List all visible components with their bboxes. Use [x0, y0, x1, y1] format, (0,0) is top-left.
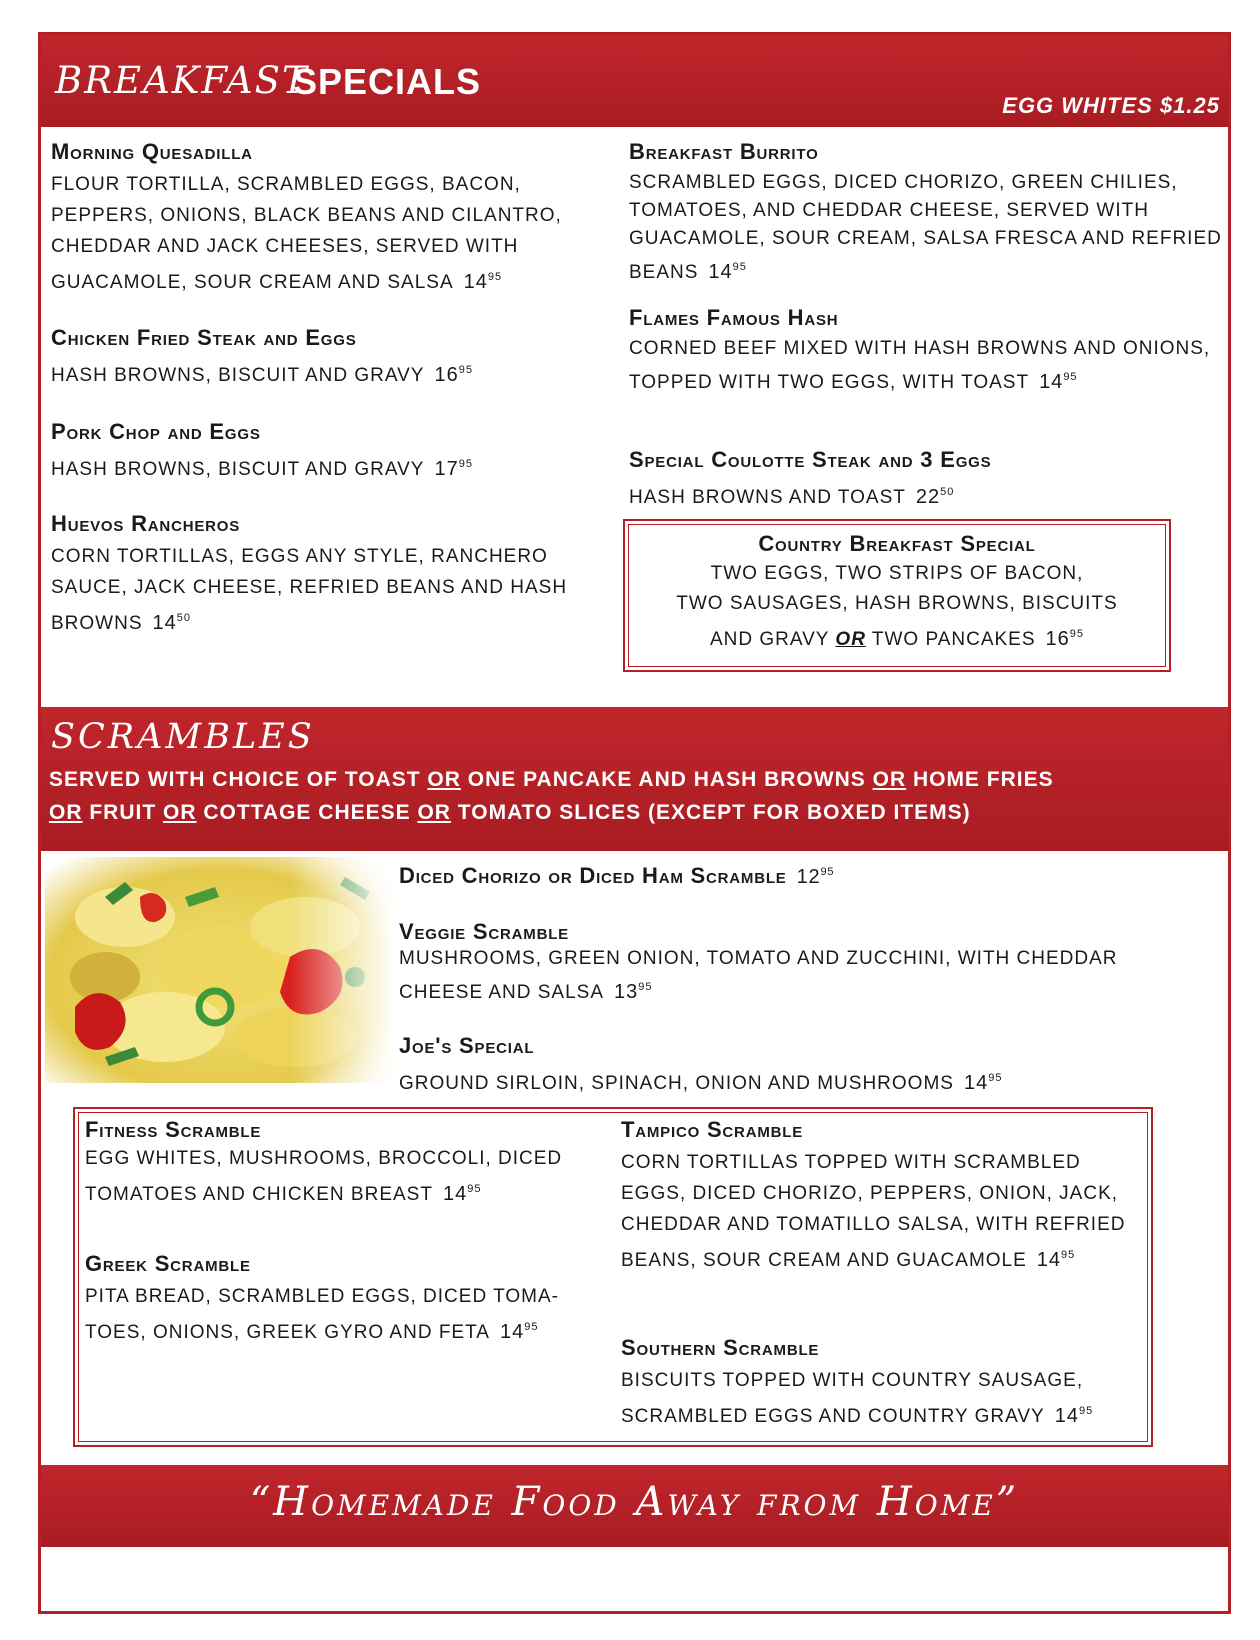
item-description: FLOUR TORTILLA, SCRAMBLED EGGS, BACON, PEPPERS, ONIONS, BLACK BEANS AND CILANTRO, CHEDDAR AND JACK CHEESES, SERVED WITH GUACAMOLE, SOUR CREAM AND SALSA $14^{95}$	[51, 174, 562, 293]
item-description: CORN TORTILLAS TOPPED WITH SCRAMBLED EGGS, DICED CHORIZO, PEPPERS, ONION, JACK, CHEDDAR AND TOMATILLO SALSA, WITH REFRIED BEANS, SOUR CREAM AND GUACAMOLE $14^{95}$	[621, 1152, 1126, 1271]
boxed-scrambles	[73, 1107, 1153, 1447]
item-price: $14^{95}$	[499, 1321, 539, 1343]
item-name: Diced Chorizo or Diced Ham Scramble $12^{95}$	[399, 863, 835, 888]
menu-item	[85, 1251, 605, 1348]
menu-item	[621, 1117, 1151, 1276]
item-price: $14^{95}$	[963, 1072, 1003, 1094]
item-price: $14^{95}$	[708, 261, 747, 283]
menu-item	[629, 447, 1223, 513]
item-name: Country Breakfast Special	[758, 531, 1036, 556]
item-description: TWO EGGS, TWO STRIPS OF BACON, TWO SAUSAGES, HASH BROWNS, BISCUITS AND GRAVY OR TWO PANCAKES $16^{95}$	[676, 563, 1118, 650]
item-description: HASH BROWNS AND TOAST $22^{50}$	[629, 486, 955, 508]
item-name: Breakfast Burrito	[629, 139, 819, 164]
item-name: Flames Famous Hash	[629, 305, 839, 330]
item-price: $14^{95}$	[1039, 371, 1078, 393]
item-name: Tampico Scramble	[621, 1117, 804, 1142]
item-name: Huevos Rancheros	[51, 511, 241, 536]
menu-item	[629, 139, 1223, 287]
item-price: $12^{95}$	[796, 866, 835, 888]
menu-item	[51, 511, 605, 639]
item-price: $22^{50}$	[915, 486, 955, 508]
menu-item	[399, 863, 1199, 893]
boxed-right-column	[621, 1109, 1151, 1445]
menu-item	[51, 139, 605, 298]
item-name: Fitness Scramble	[85, 1117, 262, 1142]
country-breakfast-special-box	[623, 519, 1171, 672]
item-name: Special Coulotte Steak and 3 Eggs	[629, 447, 992, 472]
item-description: PITA BREAD, SCRAMBLED EGGS, DICED TOMA- TOES, ONIONS, GREEK GYRO AND FETA $14^{95}$	[85, 1286, 559, 1343]
item-price: $17^{95}$	[434, 458, 473, 480]
menu-item	[85, 1117, 605, 1210]
item-description: GROUND SIRLOIN, SPINACH, ONION AND MUSHROOMS $14^{95}$	[399, 1072, 1003, 1094]
or-emphasis: OR	[835, 629, 866, 650]
header-title-bold: SPECIALS	[293, 61, 482, 102]
item-description: CORN TORTILLAS, EGGS ANY STYLE, RANCHERO SAUCE, JACK CHEESE, REFRIED BEANS AND HASH BROWNS $14^{50}$	[51, 546, 568, 634]
menu-page	[38, 32, 1231, 1614]
menu-item	[399, 1033, 1199, 1099]
breakfast-specials-header	[41, 35, 1228, 127]
item-price: $14^{50}$	[152, 612, 191, 634]
menu-item	[621, 1335, 1151, 1432]
item-description: HASH BROWNS, BISCUIT AND GRAVY $16^{95}$	[51, 364, 473, 386]
scrambles-header	[41, 707, 1228, 851]
menu-item	[51, 419, 605, 485]
item-description: EGG WHITES, MUSHROOMS, BROCCOLI, DICED TOMATOES AND CHICKEN BREAST $14^{95}$	[85, 1148, 563, 1205]
scrambled-eggs-photo	[45, 857, 395, 1083]
scramble-items-top	[399, 857, 1199, 1097]
item-price: $16^{95}$	[1045, 628, 1085, 650]
menu-item	[399, 919, 1199, 1007]
menu-item	[51, 325, 605, 391]
item-name: Greek Scramble	[85, 1251, 251, 1276]
item-name: Joe's Special	[399, 1033, 535, 1058]
item-name: Southern Scramble	[621, 1335, 820, 1360]
item-price: $16^{95}$	[434, 364, 473, 386]
item-name: Pork Chop and Eggs	[51, 419, 261, 444]
item-price: $14^{95}$	[1036, 1249, 1076, 1271]
item-price: $13^{95}$	[614, 981, 653, 1003]
item-description: BISCUITS TOPPED WITH COUNTRY SAUSAGE, SCRAMBLED EGGS AND COUNTRY GRAVY $14^{95}$	[621, 1370, 1094, 1427]
item-name: Morning Quesadilla	[51, 139, 253, 164]
footer-slogan: “Homemade Food Away from Home”	[249, 1479, 1020, 1525]
item-description: SCRAMBLED EGGS, DICED CHORIZO, GREEN CHILIES, TOMATOES, AND CHEDDAR CHEESE, SERVED WITH GUACAMOLE, SOUR CREAM, SALSA FRESCA AND REFRIED BEANS $14^{95}$	[629, 172, 1222, 283]
scrambles-subtitle: SERVED WITH CHOICE OF TOAST OR ONE PANCAKE AND HASH BROWNS OR HOME FRIES OR FRUIT OR COTTAGE CHEESE OR TOMATO SLICES (EXCEPT FOR BOXED ITEMS)	[49, 768, 1054, 824]
boxed-left-column	[85, 1109, 605, 1445]
item-description: CORNED BEEF MIXED WITH HASH BROWNS AND ONIONS, TOPPED WITH TWO EGGS, WITH TOAST $14^{95}$	[629, 338, 1211, 393]
item-price: $14^{95}$	[463, 271, 503, 293]
item-description: MUSHROOMS, GREEN ONION, TOMATO AND ZUCCHINI, WITH CHEDDAR CHEESE AND SALSA $13^{95}$	[399, 948, 1118, 1003]
scrambled-eggs-image	[45, 857, 395, 1083]
footer-band	[41, 1465, 1228, 1547]
breakfast-left-column	[45, 129, 605, 705]
item-description: HASH BROWNS, BISCUIT AND GRAVY $17^{95}$	[51, 458, 473, 480]
menu-item	[629, 305, 1223, 397]
item-name: Veggie Scramble	[399, 919, 569, 944]
item-name: Chicken Fried Steak and Eggs	[51, 325, 357, 350]
item-price: $14^{95}$	[1054, 1405, 1094, 1427]
item-price: $14^{95}$	[442, 1183, 482, 1205]
scrambles-title: SCRAMBLES	[51, 717, 315, 757]
header-title-script: BREAKFAST	[55, 59, 309, 102]
egg-whites-note: EGG WHITES $1.25	[1002, 93, 1220, 118]
